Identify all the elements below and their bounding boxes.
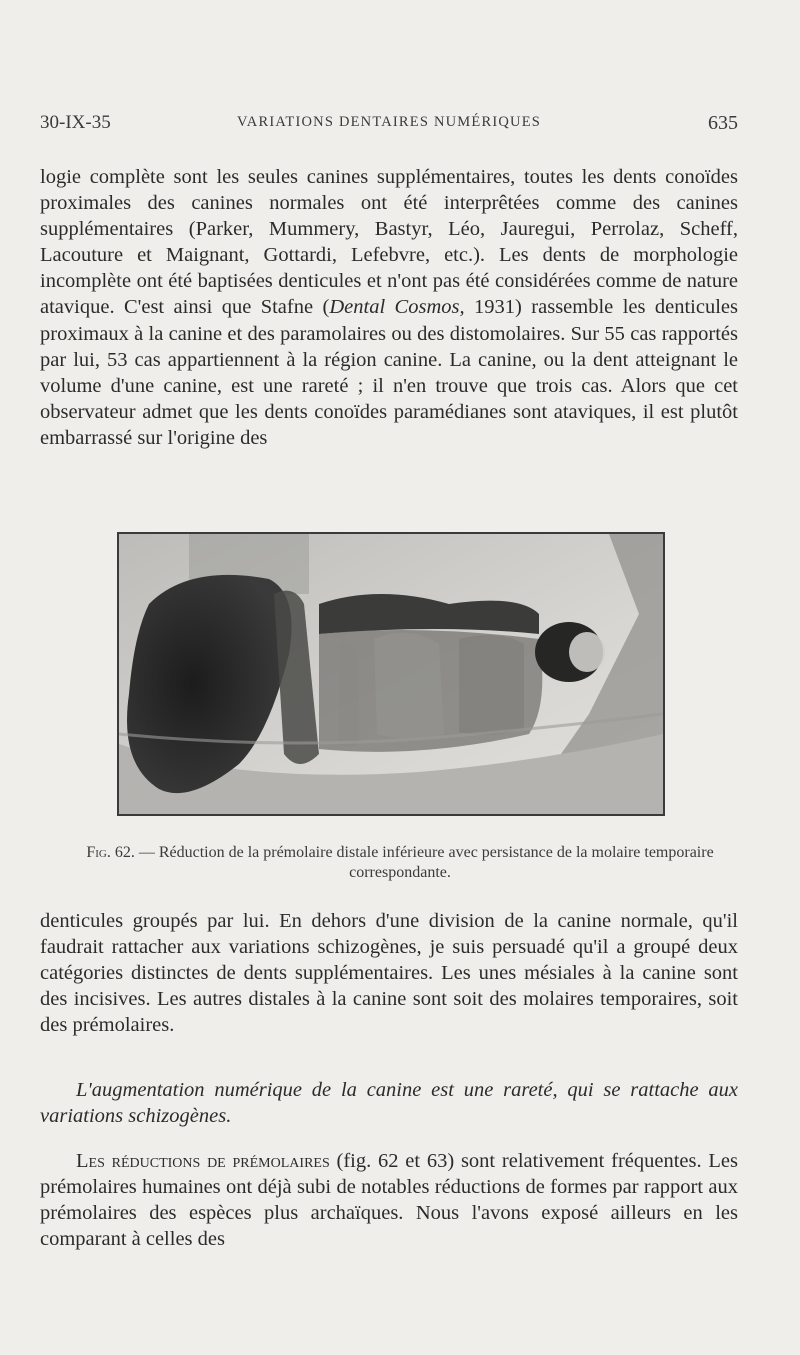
running-head <box>40 112 738 142</box>
figure-label: Fig. 62. <box>86 844 135 861</box>
figure-caption <box>60 843 740 883</box>
paragraph-4 <box>40 1148 738 1252</box>
paragraph-3 <box>40 1077 738 1129</box>
paragraph-1-text-b: 1931) rassemble les denticules proximaux à la canine et des paramolaires ou des distomolaires. Sur 55 cas rapportés par lui, 53 cas appartiennent à la région canine. La canine, ou la dent atteignant le volume d'une canine, est une rareté ; il n'en trouve que trois cas. Alors que cet observateur admet que les dents conoïdes paramédianes sont ataviques, il est plutôt embarrassé sur l'origine des <box>40 296 738 449</box>
paragraph-1-text-a: logie complète sont les seules canines supplémentaires, toutes les dents conoïdes proximales des canines normales ont été interprêtées comme des canines supplémentaires (Parker, Mummery, Bastyr, Léo, Jauregui, Perrolaz, Scheff, Lacouture et Maignant, Gottardi, Lefebvre, etc.). Les dents de morphologie incomplète ont été baptisées denticules et n'ont pas été considérées comme de nature atavique. C'est ainsi que Stafne ( <box>40 166 738 319</box>
radiograph-image <box>119 534 663 814</box>
paragraph-4-text: (fig. 62 et 63) sont relativement fréquentes. Les prémolaires humaines ont déjà subi de notables réductions de formes par rapport aux prémolaires des espèces plus archaïques. Nous l'avons exposé ailleurs en les comparant à celles des <box>40 1150 738 1251</box>
paragraph-3-italic: L'augmentation numérique de la canine est une rareté, qui se rattache aux variations schizogènes. <box>40 1079 738 1128</box>
paragraph-2: denticules groupés par lui. En dehors d'une division de la canine normale, qu'il faudrait rattacher aux variations schizogènes, je suis persuadé qu'il a groupé deux catégories distinctes de dents supplémentaires. Les unes mésiales à la canine sont des incisives. Les autres distales à la canine sont soit des molaires temporaires, soit des prémolaires. <box>40 910 738 1037</box>
paragraph-1 <box>40 164 738 451</box>
section-lead-in: Les réductions de prémolaires <box>76 1150 330 1172</box>
radiograph-figure <box>117 532 665 816</box>
header-date: 30-IX-35 <box>40 112 111 133</box>
page-number: 635 <box>708 112 738 134</box>
journal-title: Dental Cosmos, <box>329 296 465 319</box>
figure-caption-text: — Réduction de la prémolaire distale inférieure avec persistance de la molaire temporaire correspondante. <box>134 844 714 881</box>
header-title: VARIATIONS DENTAIRES NUMÉRIQUES <box>236 114 542 130</box>
